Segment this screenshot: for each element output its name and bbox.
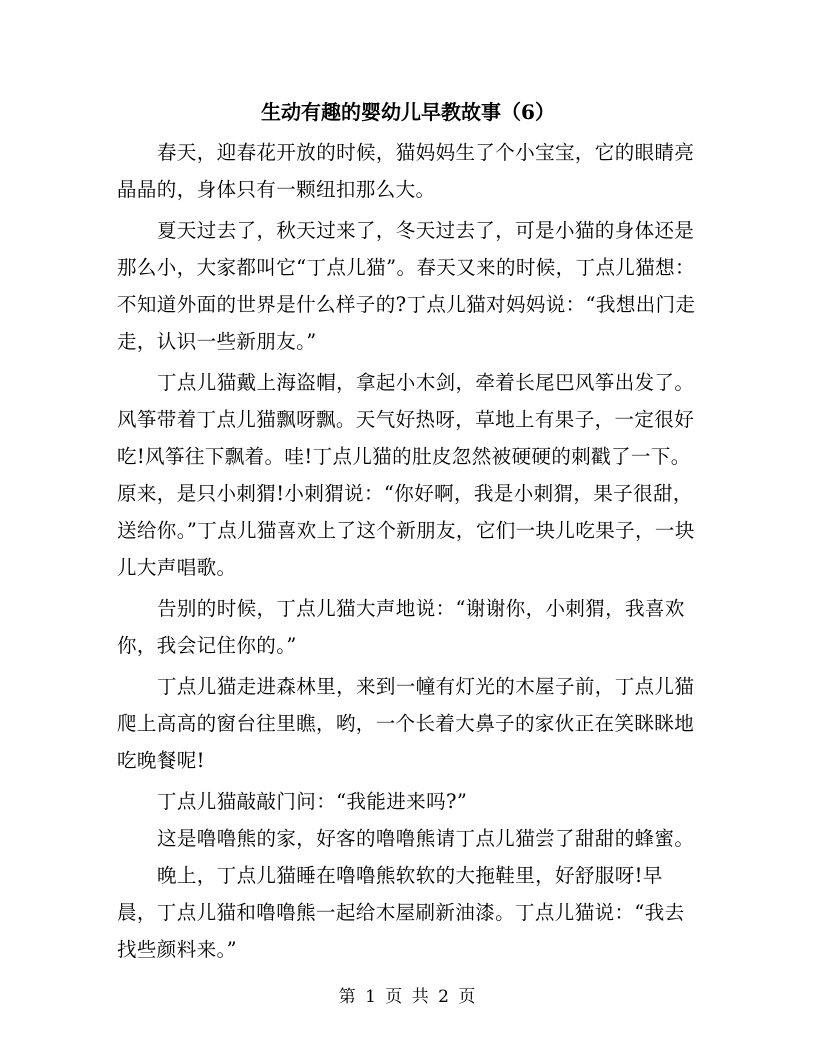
paragraph: 丁点儿猫走进森林里，来到一幢有灯光的木屋子前，丁点儿猫爬上高高的窗台往里瞧，哟，一个长着大鼻子的家伙正在笑眯眯地吃晚餐呢! bbox=[117, 675, 695, 772]
document-body bbox=[117, 134, 697, 972]
page-number: 第 1 页 共 2 页 bbox=[338, 987, 478, 1007]
paragraph: 晚上，丁点儿猫睡在噜噜熊软软的大拖鞋里，好舒服呀!早晨，丁点儿猫和噜噜熊一起给木屋刷新油漆。丁点儿猫说：“我去找些颜料来。” bbox=[117, 864, 685, 961]
paragraph: 丁点儿猫戴上海盗帽，拿起小木剑，牵着长尾巴风筝出发了。风筝带着丁点儿猫飘呀飘。天气好热呀，草地上有果子，一定很好吃!风筝往下飘着。哇!丁点儿猫的肚皮忽然被硬硬的刺戳了一下。原来，是只小刺猬!小刺猬说：“你好啊，我是小刺猬，果子很甜，送给你。”丁点儿猫喜欢上了这个新朋友，它们一块儿吃果子，一块儿大声唱歌。 bbox=[117, 371, 695, 579]
paragraph: 告别的时候，丁点儿猫大声地说：“谢谢你，小刺猬，我喜欢你，我会记住你的。” bbox=[117, 597, 685, 657]
paragraph: 夏天过去了，秋天过来了，冬天过去了，可是小猫的身体还是那么小，大家都叫它“丁点儿猫”。春天又来的时候，丁点儿猫想：不知道外面的世界是什么样子的?丁点儿猫对妈妈说：“我想出门走走，认识一些新朋友。” bbox=[117, 219, 696, 353]
document-title: 生动有趣的婴幼儿早教故事（6） bbox=[261, 100, 555, 124]
paragraph: 丁点儿猫敲敲门问：“我能进来吗?” bbox=[157, 790, 468, 813]
paragraph: 这是噜噜熊的家，好客的噜噜熊请丁点儿猫尝了甜甜的蜂蜜。 bbox=[157, 827, 695, 850]
paragraph: 春天，迎春花开放的时候，猫妈妈生了个小宝宝，它的眼睛亮晶晶的，身体只有一颗纽扣那么大。 bbox=[117, 141, 695, 201]
